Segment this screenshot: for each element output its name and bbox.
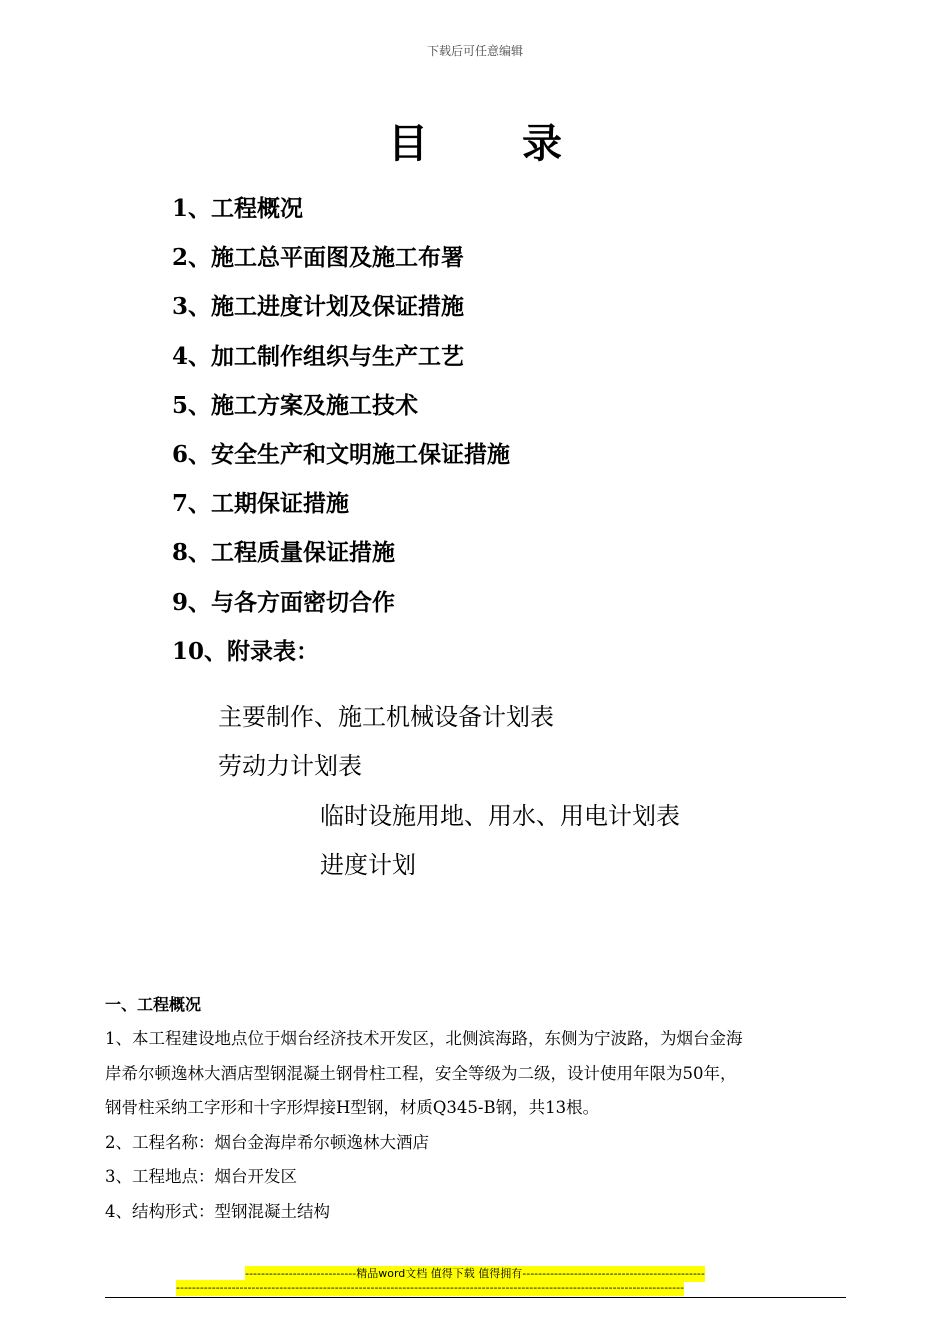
paragraph-line: 钢骨柱采纳工字形和十字形焊接H型钢，材质Q345-B钢，共13根。 — [105, 1098, 600, 1117]
page-header: 下载后可任意编辑 — [426, 44, 523, 58]
toc-item: 7、工期保证措施 — [172, 490, 350, 518]
footer-dashes: -------------------------------------------------------------------------------------------------------------------------------- — [176, 1281, 685, 1294]
appendix-item: 劳动力计划表 — [218, 752, 362, 780]
paragraph-line: 2、工程名称：烟台金海岸希尔顿逸林大酒店 — [105, 1132, 429, 1152]
appendix-item: 主要制作、施工机械设备计划表 — [218, 703, 554, 731]
toc-item: 4、加工制作组织与生产工艺 — [172, 342, 465, 370]
toc-item: 9、与各方面密切合作 — [172, 588, 396, 616]
appendix-item: 临时设施用地、用水、用电计划表 — [320, 802, 680, 830]
toc-item: 6、安全生产和文明施工保证措施 — [172, 440, 511, 468]
page-footer — [0, 1262, 950, 1294]
section-paragraph — [105, 1022, 850, 1229]
toc-item: 1、工程概况 — [172, 195, 304, 222]
toc-item: 3、施工进度计划及保证措施 — [172, 293, 465, 321]
paragraph-line: 4、结构形式：型钢混凝土结构 — [105, 1201, 330, 1221]
table-of-contents — [172, 190, 510, 682]
footer-rule — [105, 1297, 846, 1298]
toc-item: 8、工程质量保证措施 — [172, 539, 396, 567]
toc-item: 10、附录表： — [172, 637, 320, 665]
footer-banner: ----------------------------精品word文档 值得下载 值得拥有---------------------------------------------- — [245, 1267, 705, 1280]
paragraph-line: 1、本工程建设地点位于烟台经济技术开发区，北侧滨海路，东侧为宁波路，为烟台金海 — [105, 1029, 743, 1048]
toc-item: 2、施工总平面图及施工布署 — [172, 244, 465, 272]
page-title: 目 录 — [388, 120, 602, 167]
toc-item: 5、施工方案及施工技术 — [172, 391, 419, 419]
appendix-item: 进度计划 — [320, 851, 416, 879]
paragraph-line: 3、工程地点：烟台开发区 — [105, 1167, 297, 1186]
paragraph-line: 岸希尔顿逸林大酒店型钢混凝土钢骨柱工程，安全等级为二级，设计使用年限为50年， — [105, 1063, 737, 1083]
section-heading: 一、工程概况 — [105, 995, 202, 1014]
